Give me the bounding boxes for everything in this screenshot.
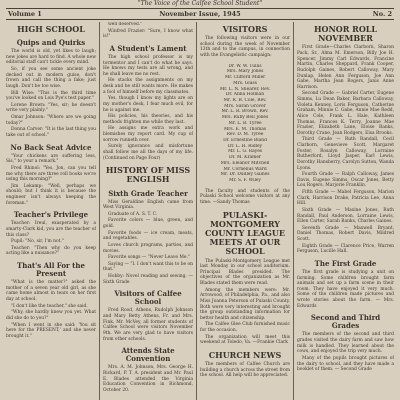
article-paragraph: "When I went in she said: 'You sit here for the PRESENT,' and she never brought it." — [6, 322, 96, 339]
article — [297, 25, 394, 255]
article-paragraph: "Why, she hardly knew you yet. What did she do to you?" — [6, 310, 96, 321]
list-item: Mrs. Eleanor Mitchell — [220, 160, 270, 166]
article-heading: CHURCH NEWS — [208, 349, 282, 360]
article-paragraph: His policies, his theories, and his methods frighten me while they last. — [103, 114, 193, 125]
article-paragraph: Favorite colors — blue, green, and gold. — [103, 218, 193, 230]
list-item: Dr. W. W. Tullis — [228, 63, 262, 69]
article-paragraph: The members of the second and third grades visited the dairy farm and saw how milk is handled. They learned about the cows, and enjoyed the trip very much. — [297, 332, 394, 355]
list-item: Rev. D. M. Tyree — [226, 132, 264, 138]
article-paragraph: Among the members were: Mr. Arrowood, of Philadelphia, Pa., and also Miss Joanna Peterson of Pulaski County. Both were very interesting and brought the group outstanding information for better health and citizenship. — [200, 287, 290, 321]
article — [103, 22, 193, 40]
article-heading: VISITORS — [222, 24, 268, 34]
article-paragraph: Loves church programs, parties, and movies. — [103, 242, 193, 254]
column-4 — [297, 22, 394, 400]
article-paragraph: Fred Rhinol: "Yes, Jon, can you tell me why there are three roll books we're using this morning?" — [6, 165, 96, 183]
article-paragraph: Sixth Grade — Maxine Jones, Ruth Randall, Paul Anderson, Lorraine Lewis, Ellen Carter, Sarah Banks, Charles Gaines. — [297, 207, 394, 225]
article — [297, 314, 394, 372]
list-item: Mr. L. G. Rayes — [227, 149, 263, 155]
issue-date: November Issue, 1945 — [159, 10, 241, 18]
article-paragraph: Teacher: "Then why do you keep acting like a nuisance?" — [6, 245, 96, 257]
article-paragraph: Omar Johnson: "Where are we going today?" — [6, 115, 96, 126]
column-divider — [196, 22, 197, 400]
article-paragraph: Many of the pupils brought pictures of the dairy to school, and they have made a booklet of them. — Second Grade — [297, 355, 394, 373]
article-paragraph: Surely ignorance and misfortune shall follow me all the days of my life. (Continued on Page Four) — [103, 144, 193, 161]
article-paragraph: Bill Wise: "This is the third time you've looked on Lois Pye's test paper." — [6, 90, 96, 102]
article — [103, 190, 193, 286]
article-heading: No Back Seat Advice — [10, 142, 92, 152]
list-item: Dr. Anna Holman — [225, 92, 265, 98]
article-paragraph: Fred Rood, Athens, Rudolph Johnson and Mary Betty Athens, Fr. and Mrs. Fink, Mr. McVey, all former students of Calfee School were visitors November 9th. We are very glad to have visitors from other schools. — [103, 308, 193, 342]
article-paragraph: Favorite songs — "Never Leave Me." — [108, 255, 190, 261]
article — [200, 25, 290, 59]
article-paragraph: Eighth Grade — Clarence Price, Warren Ferguson, Lucille Hall. — [297, 243, 394, 255]
issue-number: No. 2 — [372, 10, 392, 18]
article-paragraph: Winfred Frazier: "Sure, I know what is!" — [103, 28, 193, 40]
article — [297, 260, 394, 309]
list-item: Mr. L. N. Shearer, Rev. — [219, 86, 271, 92]
article-paragraph: The first grade is studying a unit on farming. Some children brought farm animals and set up a farm scene in their room. They have enjoyed it very much. Some of the children made pictures and wrote stories about the farm. — Mrs. Edwards — [297, 269, 394, 309]
column-2 — [103, 22, 193, 400]
article — [200, 64, 290, 184]
article-paragraph: So, if you see some ancient joke decked out in modern guise, don't frown and call the thing a fake; just laugh. Don't be too wise. — [6, 67, 96, 89]
masthead-motto: "The Voice of the Calfee School Student" — [137, 0, 263, 7]
article-paragraph: First Grade—Charles Clarborn, Sharon Pack, Sr., Alma M. Emerson, Billy Joe H. Spencer, Jimmy Carl Edwards, Francine Martin, Charles Sheppard, Frank Cooper, Rudolph Gaines, Robert Calloway, Mary Dunlap, Helen Ann Ferguson, Joe Ann Gabe, Martha Jean Rogers, Janis Anne Harrison. — [297, 45, 394, 90]
article-paragraph: "I don't like the teacher," she said. — [11, 303, 88, 309]
masthead-bottom-rule — [6, 19, 394, 20]
list-item: Dr. L. H. Ridley — [227, 143, 263, 149]
volume-label: Volume 1 — [8, 10, 42, 18]
list-item: Dr. M. Kramer — [228, 155, 262, 161]
article — [200, 189, 290, 206]
article — [6, 39, 96, 138]
article-paragraph: Hobby: Novel reading and sewing. — Sixth Grade — [103, 274, 193, 285]
article-paragraph: "What is the matter?" asked the mother of a seven year old girl, as she came home almost in tears on her first day at school. — [6, 280, 96, 303]
article-heading: The First Grade — [314, 258, 377, 268]
list-item: Mrs. Ruby Bell Jones — [221, 115, 269, 121]
article-paragraph: Third Grade — Ruth Randall, Cecil Clarborn, Genevieve Scott, Margaret Foster, Rosalyn Calloway, Lorraine Rutherford, Lloyd Jasper, Earl Lewis, Dorothy Hansberry, Carolyn Sutton, Wanda Lyons. — [297, 137, 394, 171]
article-paragraph: Fifth Grade — Mabel Ferguson, Marion Clark, Harrison Drake, Patricia Lee, Anna Hill. — [297, 190, 394, 207]
article-paragraph: Seventh Grade — Maxwell Bryant, Daniel Thomas, Robert Davis, Mildred Scott. — [297, 225, 394, 242]
article-paragraph: Donna Carver: "It is the last thing you take out of school." — [6, 127, 96, 138]
list-item: Mr. Clifford Miller — [224, 75, 266, 81]
list-item: Mr. S. F. Wiley — [228, 178, 262, 184]
article-paragraph: Lorene Brown: "Yes, sir; he doesn't write very plainly." — [6, 102, 96, 114]
article-heading: Visitors of Calfee School — [114, 289, 182, 307]
article-paragraph: The following visitors were in our school during the week of November 13th and to the campus, in connection with the Evangelistic campaign: — [200, 36, 290, 59]
article-paragraph: Saying — "I. I don't want this to be on that." — [103, 261, 193, 273]
article-paragraph: The organization will meet this weekend at Toledo, Va. —Frankie Clark — [200, 334, 290, 346]
article-paragraph: "Your chickens are suffering less, Sis," to your a remark." — [6, 153, 96, 165]
article — [103, 166, 193, 184]
list-item: Mr. R. B. Cole, Rev. — [223, 98, 267, 103]
masthead-bar — [0, 8, 400, 18]
article — [200, 211, 290, 346]
article-heading: Teacher's Privilege — [13, 210, 89, 220]
article-paragraph: Favorite foods — ice cream, meats, and vegetables. — [103, 230, 193, 242]
article-paragraph: Mrs. A. M. Johnson, Mrs. George H. Rickard, P. T. A. president and Mr. Paul E. Blades attended the Virginia Education Convention in Richmond, October 20. — [103, 365, 193, 393]
article-paragraph: The Calfee Glee Club furnished music for the occasion. — [200, 322, 290, 334]
article-paragraph: He stacks the assignments on my desk and he still wants more. He makes a fool of himself before my classmates. — [103, 78, 193, 95]
article-paragraph: Jim Lekamp: "Well, perhaps we should; but I think it is because the engineer isn't always keeping the foreman." — [6, 183, 96, 206]
article — [6, 25, 96, 34]
list-item: Mr. Dr. Dudley Gaines — [220, 172, 270, 178]
article-heading: That's All For the Present — [17, 261, 85, 279]
article — [6, 262, 96, 339]
article-heading: Attends State Convention — [121, 346, 175, 364]
article-paragraph: well deserved." — [108, 22, 143, 27]
list-item: Dr. Ernestine Bland — [223, 138, 267, 144]
article-heading: PULASKI-MONTGOMERY COUNTY LEAGUE MEETS AT OUR SCHOOL — [205, 209, 285, 257]
article-paragraph: Pupil: "No, sir, I'm not." — [11, 239, 64, 245]
article-paragraph: Graduate of A. S. T. C. — [108, 211, 158, 217]
article-heading: Second and Third Grades — [310, 313, 381, 331]
article-heading: Sixth Grade Teacher — [108, 188, 188, 198]
article-paragraph: The world is old, yet likes to laugh; new jokes are hard to find. A whole new editorial staff can't tickle every mind. — [6, 49, 96, 66]
article-paragraph: Fourth Grade — Ralph Calloway, James Davis, Eugene Simms, Oscar Jones, Betty Lou Rogers, Marjorie Franklin. — [297, 172, 394, 189]
list-item: Mr. Cornelius Ward — [223, 166, 267, 172]
column-3 — [200, 22, 290, 400]
article — [6, 211, 96, 257]
list-item: Mr. L. B. Tyree — [228, 120, 262, 126]
article-heading: Quips and Quirks — [16, 38, 86, 48]
article-heading: HISTORY OF MISS ENGLISH — [105, 165, 191, 185]
article-paragraph: Teacher: Ireul, exasperated by a smarty-Clark kid, you are the teacher of this class? — [6, 221, 96, 238]
column-divider — [99, 22, 100, 400]
list-item: Mrs. Glass — [233, 80, 257, 86]
article — [200, 351, 290, 379]
article-paragraph: He assigns me extra work and blemishes my report card. My cup of sorrow runneth over. — [103, 126, 193, 143]
list-item: Mrs. Sarah Grover — [224, 103, 266, 109]
list-item: Mr. L. R. Brown, Rev. — [221, 109, 269, 115]
article-paragraph: The Pulaski-Montgomery League met last Monday in our school auditorium. Principal Blades presided. The objectives of the organization as Mr. Blades stated them were read. — [200, 258, 290, 287]
article — [103, 290, 193, 342]
list-item: Mrs. E. M. Thomas — [223, 126, 267, 132]
article — [103, 347, 193, 393]
article-paragraph: Miss Geraldine English came from West Virginia. — [103, 199, 193, 211]
article — [6, 144, 96, 207]
article-heading: HIGH SCHOOL — [17, 24, 85, 34]
column-1 — [6, 22, 96, 400]
article-heading: A Student's Lament — [109, 43, 187, 53]
list-item: Mrs. Mary Jones — [226, 69, 264, 75]
article-paragraph: The faculty and students of the Pulaski School welcome visitors at any time. —Sandy Thomas — [200, 188, 290, 206]
article-heading: HONOR ROLL NOVEMBER — [313, 24, 378, 44]
column-divider — [293, 22, 294, 400]
article-paragraph: Second Grade — Gabriel Carter, Eugene Simms, Lu Dean Baker, Barbara Calloway, Violeta Kenney, Loris Ferguson, Catherine Graham, Minnie C. Gabe, Annie Mae Redd, Alice Cole, Frank L. Hale, Kathleen Thomas, Frances K. Terry, Joanne Mae Frazier, Elizabeth Lane, Eloise Banks, Dorothy Crane, Jean Rodgers, Elsa Brooks. — [297, 91, 394, 136]
article-paragraph: The high school professor is my tormentor and I can't do what he says. He knows my tests are all wrong, and he shall leave me no rest. — [103, 54, 193, 77]
article — [103, 45, 193, 161]
article-paragraph: The members of Calfee Church are building a church across the street from the school. All help will be appreciated. — [200, 362, 290, 379]
article-paragraph: Yes, though I know my lights are on my mother's desk, I fear much evil, for he is against me. — [103, 96, 193, 113]
